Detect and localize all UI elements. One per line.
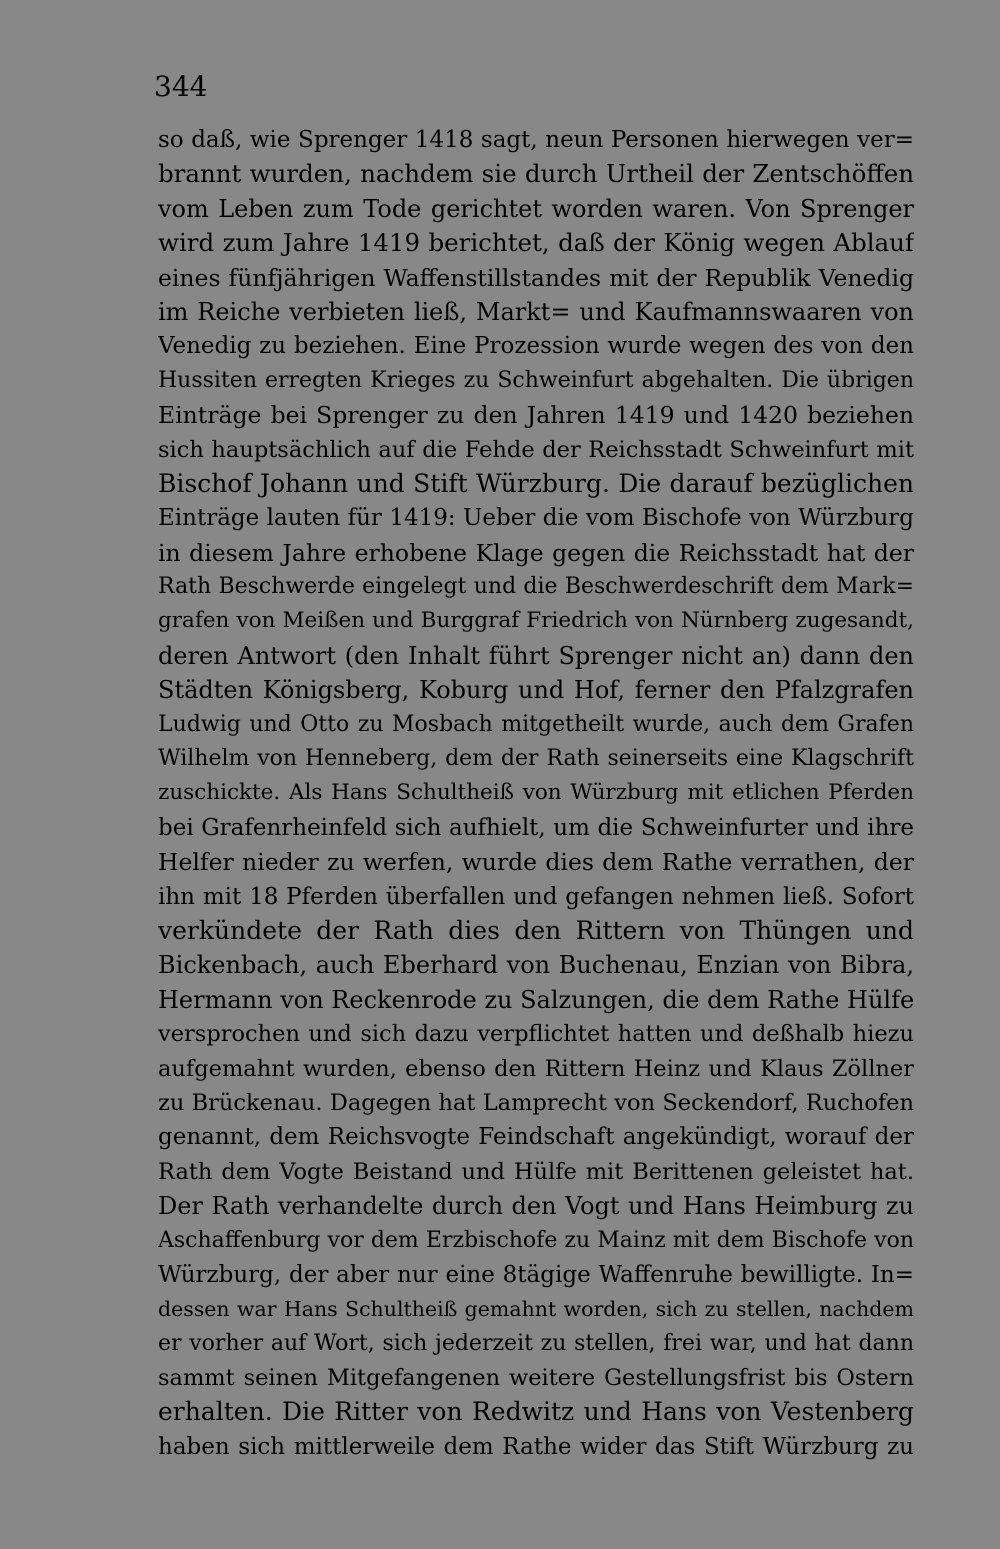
text-line: Bickenbach, auch Eberhard von Buchenau, Enzian von Bibra, bbox=[158, 951, 914, 980]
page-number: 344 bbox=[154, 70, 208, 103]
text-line: Der Rath verhandelte durch den Vogt und Hans Heimburg zu bbox=[158, 1192, 914, 1221]
text-line: Hermann von Reckenrode zu Salzungen, die dem Rathe Hülfe bbox=[158, 985, 914, 1014]
text-line: vom Leben zum Tode gerichtet worden waren. Von Sprenger bbox=[158, 194, 914, 223]
text-line: Einträge bei Sprenger zu den Jahren 1419 und 1420 beziehen bbox=[158, 401, 914, 430]
text-line: verkündete der Rath dies den Rittern von Thüngen und bbox=[158, 915, 914, 945]
text-line: Helfer nieder zu werfen, wurde dies dem Rathe verrathen, der bbox=[158, 848, 914, 877]
text-line: Aschaffenburg vor dem Erzbischofe zu Mainz mit dem Bischofe von bbox=[158, 1227, 914, 1253]
text-line: haben sich mittlerweile dem Rathe wider das Stift Würzburg zu bbox=[158, 1433, 914, 1460]
body-text bbox=[158, 123, 914, 1464]
text-line: Bischof Johann und Stift Würzburg. Die darauf bezüglichen bbox=[158, 468, 914, 498]
text-line: so daß, wie Sprenger 1418 sagt, neun Personen hierwegen ver= bbox=[158, 127, 914, 153]
text-line: sich hauptsächlich auf die Fehde der Reichsstadt Schweinfurt mit bbox=[158, 436, 914, 463]
text-line: Hussiten erregten Krieges zu Schweinfurt abgehalten. Die übrigen bbox=[158, 367, 914, 393]
text-line: grafen von Meißen und Burggraf Friedrich von Nürnberg zugesandt, bbox=[158, 608, 914, 634]
text-line: genannt, dem Reichsvogte Feindschaft angekündigt, worauf der bbox=[158, 1124, 914, 1151]
text-line: in diesem Jahre erhobene Klage gegen die Reichsstadt hat der bbox=[158, 538, 914, 567]
text-line: brannt wurden, nachdem sie durch Urtheil der Zentschöffen bbox=[158, 159, 914, 189]
text-line: im Reiche verbieten ließ, Markt= und Kaufmannswaaren von bbox=[158, 297, 914, 326]
text-line: aufgemahnt wurden, ebenso den Rittern Heinz und Klaus Zöllner bbox=[158, 1055, 914, 1082]
text-line: versprochen und sich dazu verpflichtet hatten und deßhalb hiezu bbox=[158, 1021, 914, 1048]
text-line: Städten Königsberg, Koburg und Hof, ferner den Pfalzgrafen bbox=[158, 676, 914, 705]
text-line: bei Grafenrheinfeld sich aufhielt, um die Schweinfurter und ihre bbox=[158, 814, 914, 841]
text-line: wird zum Jahre 1419 berichtet, daß der König wegen Ablauf bbox=[158, 228, 914, 258]
text-line: Einträge lauten für 1419: Ueber die vom Bischofe von Würzburg bbox=[158, 505, 914, 532]
text-line: Venedig zu beziehen. Eine Prozession wurde wegen des von den bbox=[158, 333, 914, 360]
text-line: sammt seinen Mitgefangenen weitere Gestellungsfrist bis Ostern bbox=[158, 1365, 914, 1392]
text-line: Rath Beschwerde eingelegt und die Beschwerdeschrift dem Mark= bbox=[158, 574, 914, 600]
text-line: zuschickte. Als Hans Schultheiß von Würzburg mit etlichen Pferden bbox=[158, 780, 914, 806]
text-line: Wilhelm von Henneberg, dem der Rath seinerseits eine Klagschrift bbox=[158, 746, 914, 772]
text-line: eines fünfjährigen Waffenstillstandes mit der Republik Venedig bbox=[158, 263, 914, 292]
text-line: Ludwig und Otto zu Mosbach mitgetheilt wurde, auch dem Grafen bbox=[158, 711, 914, 737]
text-line: erhalten. Die Ritter von Redwitz und Hans von Vestenberg bbox=[158, 1397, 914, 1427]
text-line: Rath dem Vogte Beistand und Hülfe mit Berittenen geleistet hat. bbox=[158, 1158, 914, 1185]
text-line: ihn mit 18 Pferden überfallen und gefangen nehmen ließ. Sofort bbox=[158, 883, 914, 910]
text-line: deren Antwort (den Inhalt führt Sprenger nicht an) dann den bbox=[158, 641, 914, 670]
text-line: dessen war Hans Schultheiß gemahnt worden, sich zu stellen, nachdem bbox=[158, 1297, 914, 1322]
text-line: er vorher auf Wort, sich jederzeit zu stellen, frei war, und hat dann bbox=[158, 1330, 914, 1356]
text-line: zu Brückenau. Dagegen hat Lamprecht von Seckendorf, Ruchofen bbox=[158, 1089, 914, 1116]
text-line: Würzburg, der aber nur eine 8tägige Waffenruhe bewilligte. In= bbox=[158, 1261, 914, 1288]
